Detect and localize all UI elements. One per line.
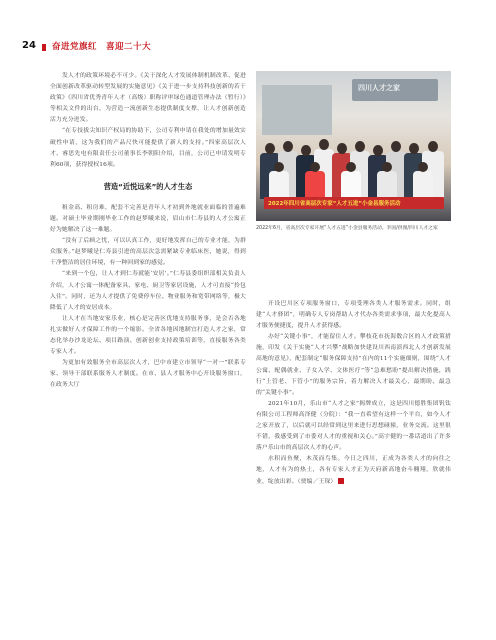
paragraph-final-text: 水积而鱼聚，木茂而鸟集。今日之四川，正成为各类人才的向往之地，人才有为的热土，各有专家人才正为天府新高地奋斗翱翔，欣就伟业，绽放出彩。（贾编／王琛） [256,456,451,485]
photo-crowd [256,131,451,199]
paragraph: 为更加有效服务全市高层次人才，巴中市建立市领导“一对一”联系专家、领导干部联系服务人才制度。在市、县人才服务中心开设服务窗口，在政务大厅 [50,360,246,389]
group-photo [256,71,451,221]
paragraph: “没有了后顾之忧，可以认真工作，更好地发挥自己的专业才能，为群众服务。”赵梦曦是仁寿县引进的高层次急需紧缺专业临床医，她说，得到干净整洁的居住环境，有一种回到家的感觉。 [50,238,246,267]
paragraph: 2021年10月，乐山市“人才之家”揭牌成立，这是四川德胜集团钒钛有限公司工程师高泽健（分院）：“我一直希望有这样一个平台，如今人才之家开放了，以后就可以经常到这里来进行思想碰撞，业务交流。这里很不错，我感受到了市委对人才的重视和关心。”高宇健的一番话道出了许多落户乐山市的高层次人才的心声。 [256,400,451,452]
end-of-article-icon [338,478,344,484]
subsection-heading: 营造“近悦远来”的人才生态 [103,181,193,191]
right-column [256,299,451,488]
paragraph: 发人才的政策环境必不可少。《关于深化人才发展体制机制改革、促进全面创新改革驱动转型发展的实施意见》《关于进一步支持科技创新的若干政策》《四川省优秀青年人才（高级）职称评审绿色通道管理办法（暂行）》等相关文件的出台，为营造一流创新生态提供制度支撑，让人才创新创造活力充分迸发。 [50,73,246,124]
left-column [50,71,246,391]
paragraph: “来到一个包，让人才到仁寿就能‘安居’。”仁寿县委组织部相关负责人介绍，人才公寓一体配备家具、家电、厨卫等家居设施，人才可直接“拎包入住”。同时，还为人才提供了免费停车位、物业服务和宽带网络等，极大降低了人才的安居成本。 [50,271,246,311]
photo-window [262,85,332,135]
paragraph: 让人才在当地安家乐业，核心是完善区优地支持服务事，是会否各地扎实做好人才保障工作的一个缩影。全省各地因地制宜打造人才之家，常态化举办沙龙论坛、项目路演、创新创业支持政策培训等，直接服务各类专家人才。 [50,315,246,356]
section-title: 奋进党旗红 喜迎二十大 [52,42,152,52]
paragraph-final [256,454,451,487]
header-accent-bar [42,44,46,51]
photo-wall-sign-text: 四川人才之家 [358,84,400,92]
photo-caption: 2022年6月，省高层次专家开展“人才五进”小金县服务活动。李国/供图/四川人才之家 [256,226,438,231]
paragraph: “在专技拔尖知识产权局的协助下，公司专利申请在我处的增加量效实破性申请，这为我们的产品尺快可能提供了新人的支持。”四家高层次人才、睿思先电有限责任公司董事长李朝阳介绍，目前，公司已申请发明专利60项，获得授权16项。 [50,128,246,168]
page-header [22,40,482,54]
photo-banner-text: 2022年四川省高层次专家“人才五进”小金县服务活动 [268,201,401,207]
paragraph: 开设巴川区专项服务窗口，专项受理各类人才服务需求。同时，组建“人才驿团”，明确专人专岗帮助人才代办各类需求事项，最大化提高人才服务便捷度，提升人才获得感。 [256,301,451,330]
paragraph: 租金高、租房难，配套不完善是青年人才初到外地就业面临的普遍难题。对硕士毕业期刚毕业工作的赵梦曦来说，眉山市仁寿县的人才公寓正好为她解决了这一难题。 [50,204,246,234]
paragraph: 办好“关键小事”，才能留住人才。攀枝花市抚海数合区的人才政策措施，印发《关于实施“人才兴攀”战略加快建设川西南滇西北人才创新发展高地的意见》，配套制定“服务保障支持”在内的11个实施细则，围绕“人才公寓、配偶就业、子女入学、文体医疗”等“急难愁盼”提出解决措施，践行“上管老、下管小”的服务宗旨，着力解决人才最关心、最期盼、最急的“关键小事”。 [256,334,451,396]
page-number: 24 [22,40,36,51]
